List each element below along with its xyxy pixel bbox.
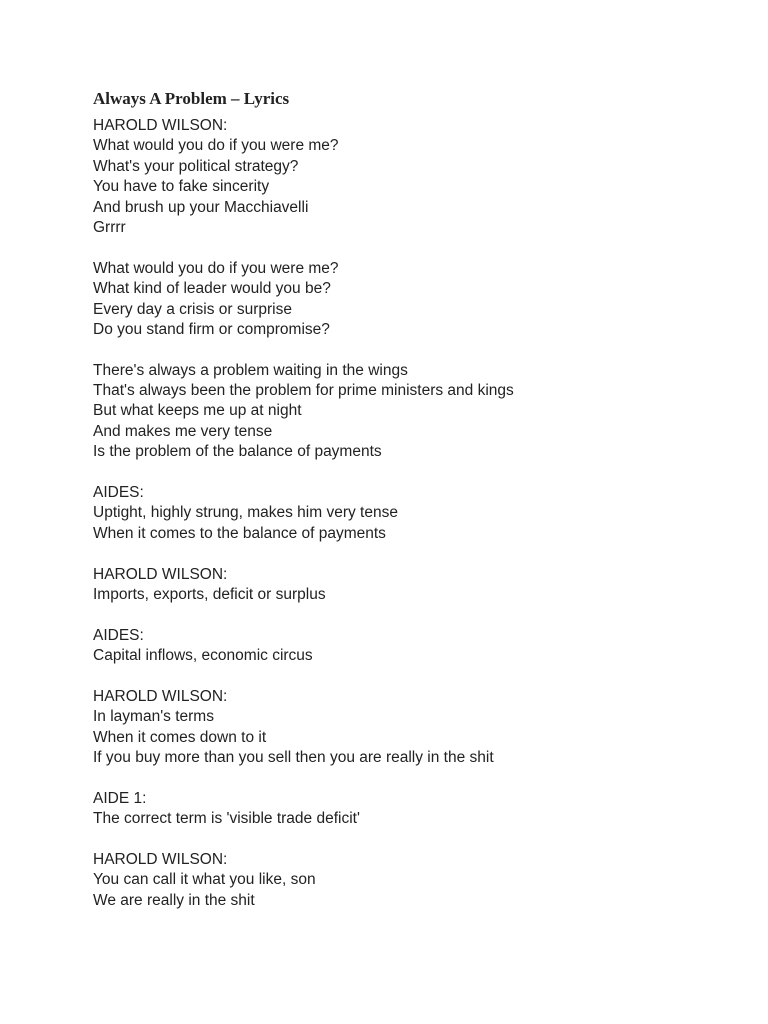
document-title: Always A Problem – Lyrics: [93, 89, 290, 108]
lyric-line: Grrrr: [93, 218, 126, 236]
lyric-line: AIDES:: [93, 484, 144, 502]
lyric-line: AIDE 1:: [93, 789, 147, 807]
lyric-line: Imports, exports, deficit or surplus: [93, 585, 326, 603]
stanza: [93, 626, 733, 667]
lyric-line: And brush up your Macchiavelli: [93, 198, 309, 216]
stanza: [93, 116, 733, 238]
lyric-line: Do you stand firm or compromise?: [93, 320, 330, 338]
lyric-line: Every day a crisis or surprise: [93, 300, 292, 318]
stanza: [93, 850, 733, 911]
lyric-line: What's your political strategy?: [93, 157, 299, 175]
document-page: [93, 86, 733, 932]
lyric-line: HAROLD WILSON:: [93, 851, 228, 869]
lyric-line: In layman's terms: [93, 708, 214, 726]
stanza: [93, 361, 733, 463]
stanza: [93, 565, 733, 606]
lyric-line: The correct term is 'visible trade deficit': [93, 810, 360, 828]
lyric-line: What kind of leader would you be?: [93, 280, 331, 298]
lyric-line: We are really in the shit: [93, 891, 255, 909]
stanza: [93, 789, 733, 830]
lyric-line: HAROLD WILSON:: [93, 565, 228, 583]
lyric-line: You can call it what you like, son: [93, 871, 316, 889]
lyric-line: And makes me very tense: [93, 422, 273, 440]
lyric-line: When it comes down to it: [93, 728, 267, 746]
stanza: [93, 483, 733, 544]
lyric-line: Uptight, highly strung, makes him very tense: [93, 504, 398, 522]
lyric-line: HAROLD WILSON:: [93, 687, 228, 705]
lyric-line: When it comes to the balance of payments: [93, 524, 386, 542]
lyric-line: Is the problem of the balance of payments: [93, 443, 382, 461]
lyric-line: You have to fake sincerity: [93, 178, 270, 196]
lyric-line: What would you do if you were me?: [93, 259, 339, 277]
lyric-line: HAROLD WILSON:: [93, 117, 228, 134]
lyric-line: AIDES:: [93, 626, 144, 644]
lyric-line: But what keeps me up at night: [93, 402, 302, 420]
lyric-line: There's always a problem waiting in the wings: [93, 361, 408, 379]
lyric-line: What would you do if you were me?: [93, 137, 339, 155]
lyric-line: That's always been the problem for prime ministers and kings: [93, 382, 514, 400]
lyric-line: Capital inflows, economic circus: [93, 647, 313, 665]
stanza: [93, 687, 733, 769]
lyric-line: If you buy more than you sell then you are really in the shit: [93, 749, 494, 767]
stanza: [93, 259, 733, 341]
